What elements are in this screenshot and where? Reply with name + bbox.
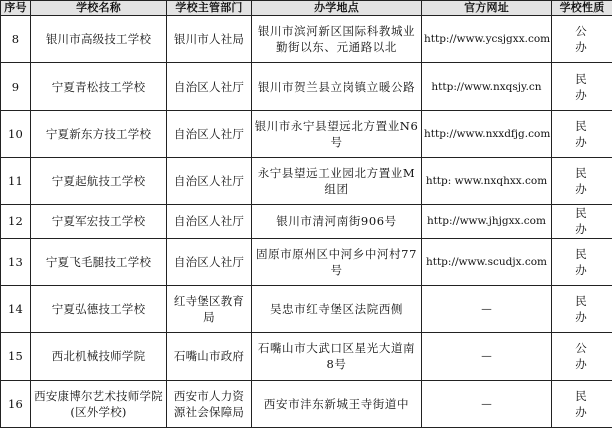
table-row xyxy=(1,110,612,157)
cell-website: http://www.scudjx.com xyxy=(422,238,552,285)
cell-address: 银川市清河南街906号 xyxy=(252,205,422,238)
cell-nature: 民办 xyxy=(552,158,612,205)
header-no: 序号 xyxy=(1,1,31,16)
cell-school-name: 宁夏飞毛腿技工学校 xyxy=(31,238,167,285)
table-row xyxy=(1,63,612,110)
cell-school-name: 宁夏青松技工学校 xyxy=(31,63,167,110)
cell-website: — xyxy=(422,333,552,380)
cell-authority: 银川市人社局 xyxy=(167,16,252,63)
cell-authority: 自治区人社厅 xyxy=(167,63,252,110)
cell-address: 西安市沣东新城王寺街道中 xyxy=(252,380,422,427)
header-address: 办学地点 xyxy=(252,1,422,16)
header-row xyxy=(1,1,612,16)
table-row xyxy=(1,238,612,285)
cell-address: 吴忠市红寺堡区法院西侧 xyxy=(252,285,422,332)
cell-no: 16 xyxy=(1,380,31,427)
cell-website: http://www.nxqsjy.cn xyxy=(422,63,552,110)
cell-school-name: 西北机械技师学院 xyxy=(31,333,167,380)
cell-address: 永宁县望远工业园北方置业M组团 xyxy=(252,158,422,205)
cell-no: 9 xyxy=(1,63,31,110)
cell-nature: 民办 xyxy=(552,63,612,110)
cell-no: 10 xyxy=(1,110,31,157)
cell-authority: 西安市人力资源社会保障局 xyxy=(167,380,252,427)
cell-address: 银川市永宁县望远北方置业N6号 xyxy=(252,110,422,157)
cell-website: — xyxy=(422,380,552,427)
cell-nature: 民办 xyxy=(552,238,612,285)
cell-website: http://www.nxxdfjg.com xyxy=(422,110,552,157)
header-website: 官方网址 xyxy=(422,1,552,16)
header-name: 学校名称 xyxy=(31,1,167,16)
cell-nature: 民办 xyxy=(552,110,612,157)
cell-authority: 红寺堡区教育局 xyxy=(167,285,252,332)
cell-address: 固原市原州区中河乡中河村77号 xyxy=(252,238,422,285)
cell-nature: 民办 xyxy=(552,285,612,332)
cell-website: http://www.ycsjgxx.com xyxy=(422,16,552,63)
cell-school-name: 银川市高级技工学校 xyxy=(31,16,167,63)
cell-authority: 自治区人社厅 xyxy=(167,158,252,205)
cell-nature: 民办 xyxy=(552,205,612,238)
cell-nature: 民办 xyxy=(552,380,612,427)
cell-no: 12 xyxy=(1,205,31,238)
cell-school-name: 宁夏新东方技工学校 xyxy=(31,110,167,157)
cell-website: — xyxy=(422,285,552,332)
cell-website: http://www.jhjgxx.com xyxy=(422,205,552,238)
cell-address: 银川市贺兰县立岗镇立暖公路 xyxy=(252,63,422,110)
table-row xyxy=(1,205,612,238)
cell-school-name: 宁夏军宏技工学校 xyxy=(31,205,167,238)
table-row xyxy=(1,285,612,332)
cell-website: http: www.nxqhxx.com xyxy=(422,158,552,205)
cell-authority: 自治区人社厅 xyxy=(167,238,252,285)
cell-authority: 自治区人社厅 xyxy=(167,110,252,157)
cell-no: 14 xyxy=(1,285,31,332)
cell-no: 13 xyxy=(1,238,31,285)
header-nature: 学校性质 xyxy=(552,1,612,16)
cell-nature: 公办 xyxy=(552,333,612,380)
cell-no: 11 xyxy=(1,158,31,205)
cell-address: 石嘴山市大武口区星光大道南8号 xyxy=(252,333,422,380)
table-row xyxy=(1,16,612,63)
cell-nature: 公办 xyxy=(552,16,612,63)
table-row xyxy=(1,333,612,380)
cell-address: 银川市滨河新区国际科教城业勤街以东、元通路以北 xyxy=(252,16,422,63)
cell-authority: 石嘴山市政府 xyxy=(167,333,252,380)
cell-no: 8 xyxy=(1,16,31,63)
cell-authority: 自治区人社厅 xyxy=(167,205,252,238)
cell-no: 15 xyxy=(1,333,31,380)
table-row xyxy=(1,380,612,427)
table-row xyxy=(1,158,612,205)
header-authority: 学校主管部门 xyxy=(167,1,252,16)
cell-school-name: 宁夏起航技工学校 xyxy=(31,158,167,205)
cell-school-name: 宁夏弘德技工学校 xyxy=(31,285,167,332)
cell-school-name: 西安康博尔艺术技师学院(区外学校) xyxy=(31,380,167,427)
